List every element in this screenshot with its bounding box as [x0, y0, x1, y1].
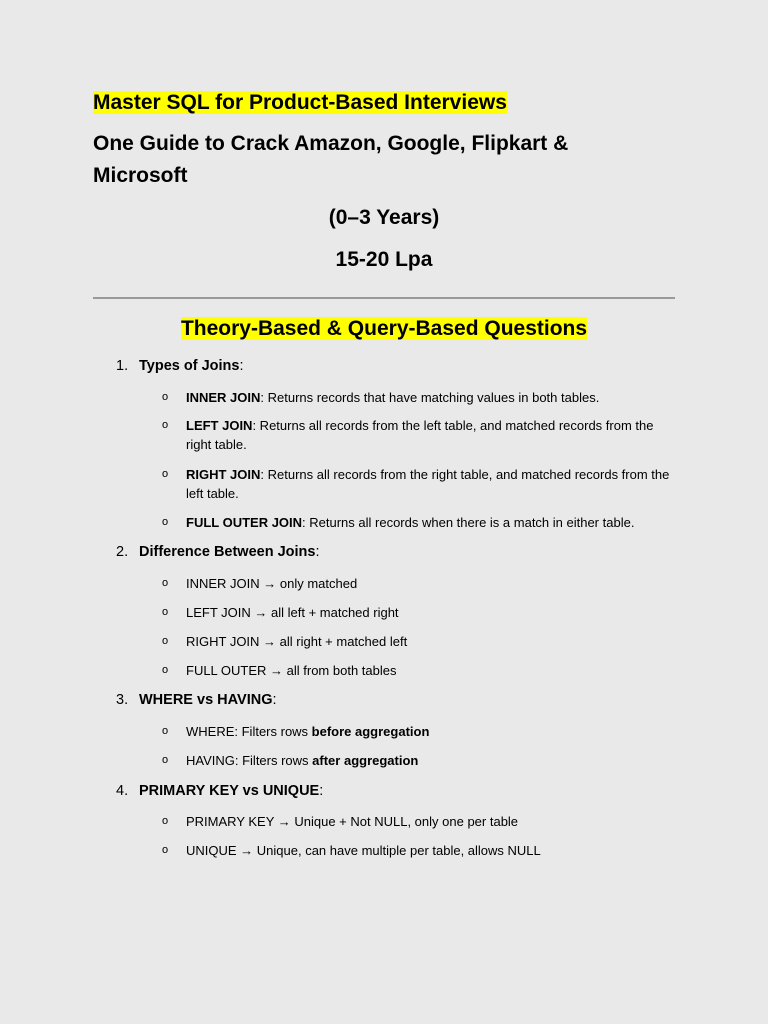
- question-colon: :: [239, 358, 244, 374]
- section-heading: [93, 314, 675, 344]
- question-colon: :: [272, 692, 277, 708]
- emphasis: after aggregation: [312, 753, 419, 768]
- hollow-bullet-icon: o: [162, 468, 169, 480]
- question-label: PRIMARY KEY vs UNIQUE: [139, 783, 320, 799]
- horizontal-divider: [93, 297, 675, 299]
- hollow-bullet-icon: o: [162, 391, 169, 403]
- list-item: [162, 465, 672, 503]
- list-item: [162, 574, 672, 593]
- question-3: [116, 690, 277, 710]
- list-item: [162, 416, 672, 454]
- list-item: [162, 661, 672, 680]
- definition: : Returns all records when there is a match in either table.: [302, 515, 635, 530]
- hollow-bullet-icon: o: [162, 754, 169, 766]
- list-item: [162, 388, 672, 407]
- hollow-bullet-icon: o: [162, 844, 169, 856]
- document-title: [93, 88, 507, 118]
- term: FULL OUTER JOIN: [186, 515, 303, 530]
- definition: : Returns all records from the left table, and matched records from the right table.: [186, 418, 654, 452]
- list-item: [162, 632, 672, 651]
- experience-range: (0–3 Years): [328, 206, 440, 229]
- question-label: Difference Between Joins: [139, 544, 316, 560]
- title-highlight: Master SQL for Product-Based Interviews: [93, 91, 507, 114]
- list-item: [162, 722, 672, 741]
- list-item: [162, 841, 672, 860]
- question-number: 1.: [116, 358, 129, 374]
- hollow-bullet-icon: o: [162, 419, 169, 431]
- question-number: 2.: [116, 544, 129, 560]
- hollow-bullet-icon: o: [162, 664, 169, 676]
- hollow-bullet-icon: o: [162, 606, 169, 618]
- definition: : Returns records that have matching values in both tables.: [260, 390, 600, 405]
- comparison-text: PRIMARY KEY → Unique + Not NULL, only one per table: [186, 814, 519, 829]
- definition: WHERE: Filters rows: [186, 724, 312, 739]
- term: INNER JOIN: [186, 390, 261, 405]
- term: LEFT JOIN: [186, 418, 253, 433]
- salary-range: 15-20 Lpa: [335, 248, 433, 271]
- hollow-bullet-icon: o: [162, 815, 169, 827]
- list-item: [162, 812, 672, 831]
- list-item: [162, 751, 672, 770]
- definition: : Returns all records from the right table, and matched records from the left table.: [186, 467, 670, 501]
- question-4: [116, 781, 323, 801]
- comparison-text: FULL OUTER → all from both tables: [186, 663, 397, 678]
- question-colon: :: [315, 544, 320, 560]
- document-subtitle: One Guide to Crack Amazon, Google, Flipkart & Microsoft: [93, 132, 569, 187]
- term: RIGHT JOIN: [186, 467, 261, 482]
- question-1: [116, 356, 243, 376]
- question-2: [116, 542, 320, 562]
- question-number: 3.: [116, 692, 129, 708]
- hollow-bullet-icon: o: [162, 725, 169, 737]
- comparison-text: LEFT JOIN → all left + matched right: [186, 605, 399, 620]
- comparison-text: INNER JOIN → only matched: [186, 576, 358, 591]
- hollow-bullet-icon: o: [162, 635, 169, 647]
- question-label: Types of Joins: [139, 358, 240, 374]
- question-number: 4.: [116, 783, 129, 799]
- section-heading-highlight: Theory-Based & Query-Based Questions: [180, 317, 588, 340]
- question-colon: :: [319, 783, 324, 799]
- question-label: WHERE vs HAVING: [139, 692, 273, 708]
- comparison-text: UNIQUE → Unique, can have multiple per table, allows NULL: [186, 843, 541, 858]
- comparison-text: RIGHT JOIN → all right + matched left: [186, 634, 408, 649]
- list-item: [162, 513, 672, 532]
- definition: HAVING: Filters rows: [186, 753, 313, 768]
- hollow-bullet-icon: o: [162, 577, 169, 589]
- emphasis: before aggregation: [311, 724, 430, 739]
- hollow-bullet-icon: o: [162, 516, 169, 528]
- list-item: [162, 603, 672, 622]
